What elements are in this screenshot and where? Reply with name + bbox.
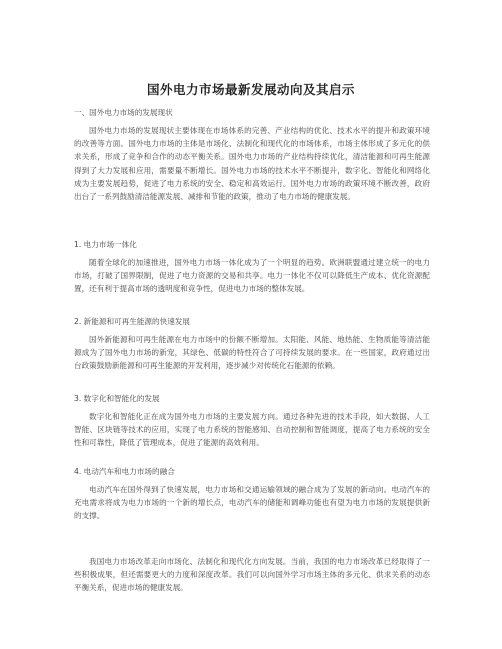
section-market-integration: [74, 239, 430, 296]
section-heading: 1. 电力市场一体化: [74, 240, 137, 249]
section-paragraph: 国外电力市场的发展现状主要体现在市场体系的完善、产业结构的优化、技术水平的提升和政策环境的改善等方面。国外电力市场的主体是市场化、法制化和现代化的市场体系，市场主体形成了多元化的供求关系，形成了竞争和合作的动态平衡关系。国外电力市场的产业结构持续优化，清洁能源和可再生能源得到了大力发展和应用，需要量不断增长。国外电力市场的技术水平不断提升，数字化、智能化和网络化成为主要发展趋势，促进了电力系统的安全、稳定和高效运行。国外电力市场的政策环境不断改善，政府出台了一系列鼓励清洁能源发展、减排和节能的政策，推动了电力市场的健康发展。: [74, 126, 430, 202]
section-paragraph: 随着全球化的加速推进，国外电力市场一体化成为了一个明显的趋势。欧洲联盟通过建立统一的电力市场，打破了国界限制，促进了电力资源的交易和共享。电力一体化不仅可以降低生产成本、优化资源配置，还有利于提高市场的透明度和竞争性，促进电力市场的整体发展。: [74, 258, 430, 294]
section-electric-vehicles: [74, 466, 430, 523]
section-digitalization: [74, 393, 430, 450]
document-title: 国外电力市场最新发展动向及其启示: [146, 82, 355, 97]
section-paragraph: 我国电力市场改革走向市场化、法制化和现代化方向发展。当前，我国的电力市场改革已经取得了一些积极成果，但还需要更大的力度和深度改革。我们可以向国外学习市场主体的多元化、供求关系的动态平衡关系，促进市场的健康发展。: [74, 557, 430, 593]
section-overview: [74, 107, 430, 203]
section-paragraph: 电动汽车在国外得到了快速发展，电力市场和交通运输领域的融合成为了发展的新动向。电动汽车的充电需求将成为电力市场的一个新的增长点，电动汽车的储能和调峰功能也有望为电力市场的发展提供新的支撑。: [74, 485, 430, 521]
section-heading: 一、国外电力市场的发展现状: [74, 108, 173, 117]
section-heading: 4. 电动汽车和电力市场的融合: [74, 467, 175, 476]
section-heading: 3. 数字化和智能化的发展: [74, 394, 160, 403]
section-conclusion: [74, 555, 430, 595]
section-renewable-energy: [74, 316, 430, 373]
section-paragraph: 国外新能源和可再生能源在电力市场中的份额不断增加。太阳能、风能、地热能、生物质能等清洁能源成为了国外电力市场的新宠，其绿色、低碳的特性符合了可持续发展的要求。在一些国家，政府通过出台政策鼓励新能源和可再生能源的开发利用，逐步减少对传统化石能源的依赖。: [74, 335, 430, 371]
section-heading: 2. 新能源和可再生能源的快速发展: [74, 317, 190, 326]
section-paragraph: 数字化和智能化正在成为国外电力市场的主要发展方向。通过各种先进的技术手段，如大数据、人工智能、区块链等技术的应用，实现了电力系统的智能感知、自动控制和智能调度，提高了电力系统的安全性和可靠性，降低了管理成本，促进了能源的高效利用。: [74, 412, 430, 448]
